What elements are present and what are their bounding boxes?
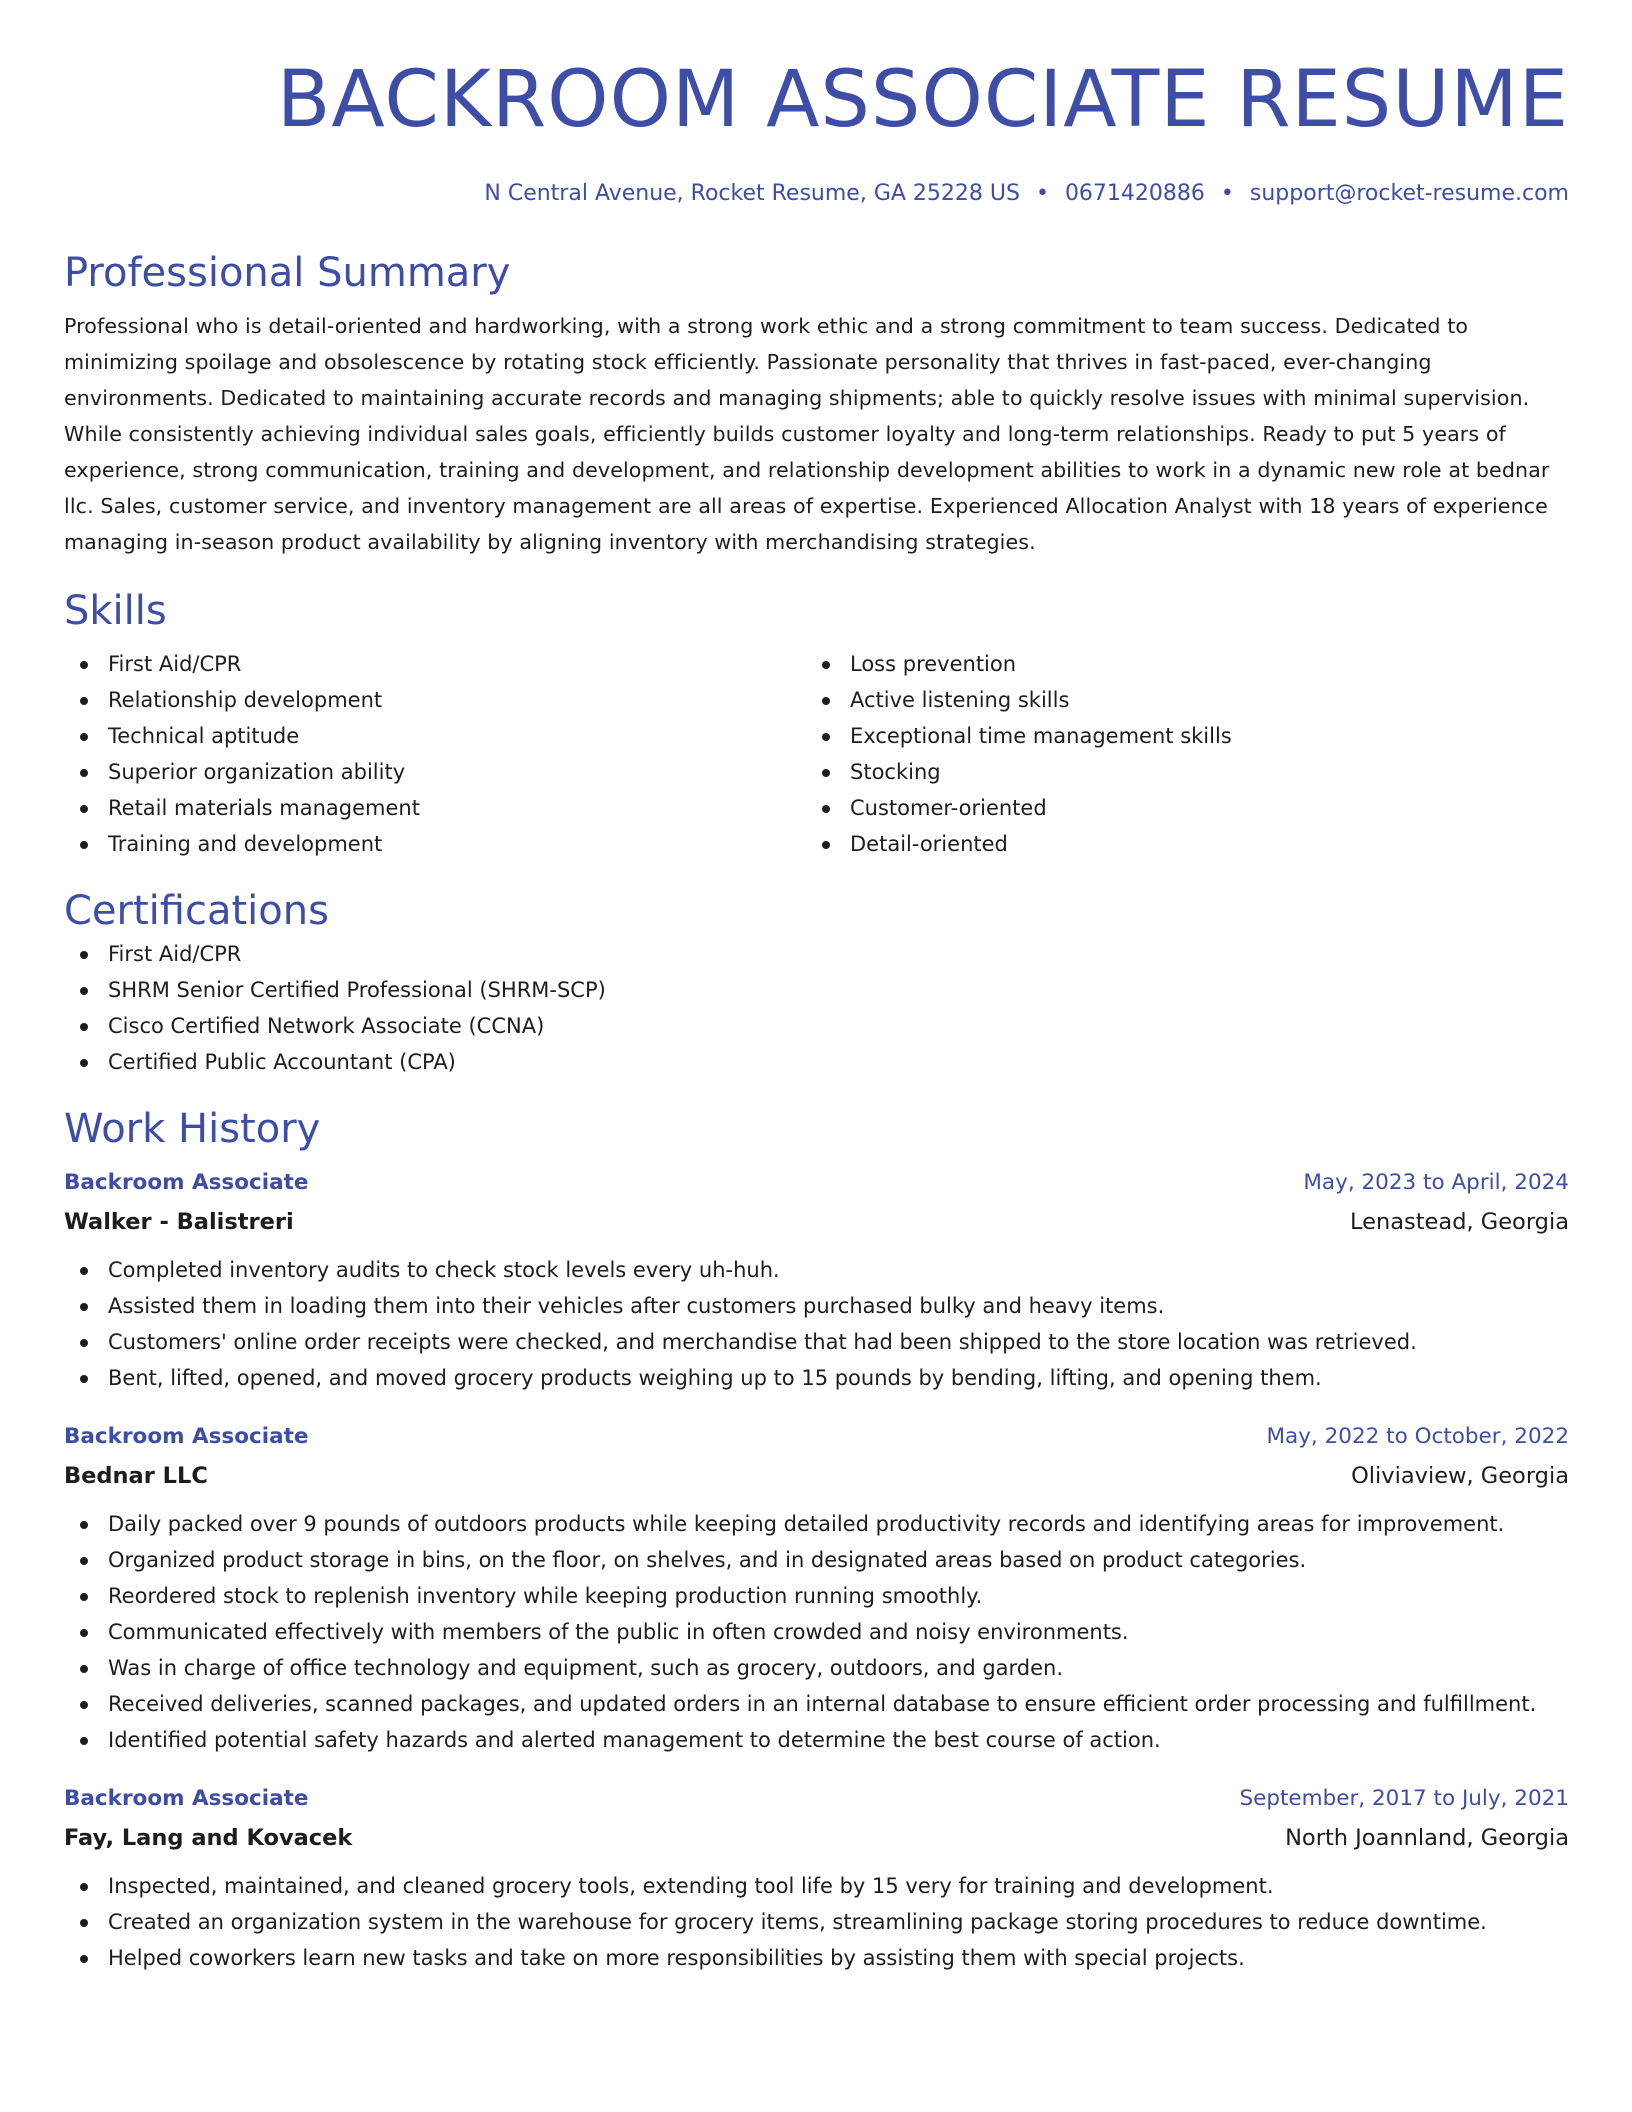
section-title-skills: Skills: [64, 588, 167, 634]
certifications-list: [64, 936, 1569, 1080]
job-duties-list: [64, 1868, 1569, 1976]
job-dates: May, 2023 to April, 2024: [1303, 1170, 1569, 1195]
job-company-row: [64, 1456, 1569, 1496]
job-duty-item: Helped coworkers learn new tasks and take on more responsibilities by assisting them with special projects.: [64, 1940, 1569, 1976]
section-title-work-history: Work History: [64, 1106, 321, 1152]
job-location: Lenastead, Georgia: [1349, 1209, 1569, 1235]
skills-list-left: [64, 646, 806, 862]
contact-separator: •: [1220, 181, 1234, 206]
job-location: North Joannland, Georgia: [1285, 1825, 1569, 1851]
job-title: Backroom Associate: [64, 1424, 309, 1449]
job-entry: [64, 1780, 1569, 1976]
job-duty-item: Received deliveries, scanned packages, and updated orders in an internal database to ensure efficient order processing and fulfillment.: [64, 1686, 1569, 1722]
resume-header: [64, 0, 1569, 210]
job-duties-list: [64, 1252, 1569, 1396]
job-title: Backroom Associate: [64, 1170, 309, 1195]
summary-text: Professional who is detail-oriented and hardworking, with a strong work ethic and a strong commitment to team success. Dedicated to minimizing spoilage and obsolescence by rotating stock efficiently. Passionate personality that thrives in fast-paced, ever-changing environments. Dedicated to maintaining accurate records and managing shipments; able to quickly resolve issues with minimal supervision. While consistently achieving individual sales goals, efficiently builds customer loyalty and long-term relationships. Ready to put 5 years of experience, strong communication, training and development, and relationship development abilities to work in a dynamic new role at bednar llc. Sales, customer service, and inventory management are all areas of expertise. Experienced Allocation Analyst with 18 years of experience managing in-season product availability by aligning inventory with merchandising strategies.: [64, 314, 1550, 554]
section-title-certifications: Certifications: [64, 888, 329, 934]
skill-item: Detail-oriented: [806, 826, 1548, 862]
job-company-row: [64, 1818, 1569, 1858]
skill-item: Technical aptitude: [64, 718, 806, 754]
job-header-row: [64, 1418, 1569, 1456]
skills-columns: [64, 646, 1569, 862]
job-duty-item: Created an organization system in the warehouse for grocery items, streamlining package storing procedures to reduce downtime.: [64, 1904, 1569, 1940]
skill-item: Exceptional time management skills: [806, 718, 1548, 754]
job-company: Fay, Lang and Kovacek: [64, 1825, 353, 1851]
job-entry: [64, 1164, 1569, 1396]
skill-item: Superior organization ability: [64, 754, 806, 790]
job-header-row: [64, 1164, 1569, 1202]
skill-item: Stocking: [806, 754, 1548, 790]
skills-list-right: [806, 646, 1548, 862]
job-duty-item: Assisted them in loading them into their vehicles after customers purchased bulky and heavy items.: [64, 1288, 1569, 1324]
job-duties-list: [64, 1506, 1569, 1758]
contact-phone: 0671420886: [1064, 181, 1205, 206]
job-duty-item: Bent, lifted, opened, and moved grocery products weighing up to 15 pounds by bending, lifting, and opening them.: [64, 1360, 1569, 1396]
skill-item: Customer-oriented: [806, 790, 1548, 826]
certification-item: Cisco Certified Network Associate (CCNA): [64, 1008, 1569, 1044]
certification-item: Certified Public Accountant (CPA): [64, 1044, 1569, 1080]
contact-line: [64, 178, 1569, 210]
contact-email: support@rocket-resume.com: [1249, 181, 1569, 206]
skill-item: First Aid/CPR: [64, 646, 806, 682]
job-duty-item: Daily packed over 9 pounds of outdoors products while keeping detailed productivity records and identifying areas for improvement.: [64, 1506, 1569, 1542]
job-company-row: [64, 1202, 1569, 1242]
certification-item: First Aid/CPR: [64, 936, 1569, 972]
job-entry: [64, 1418, 1569, 1758]
job-duty-item: Inspected, maintained, and cleaned grocery tools, extending tool life by 15 very for training and development.: [64, 1868, 1569, 1904]
job-duty-item: Reordered stock to replenish inventory while keeping production running smoothly.: [64, 1578, 1569, 1614]
skill-item: Relationship development: [64, 682, 806, 718]
section-title-summary: Professional Summary: [64, 250, 511, 296]
job-company: Walker - Balistreri: [64, 1209, 294, 1235]
contact-address: N Central Avenue, Rocket Resume, GA 25228 US: [484, 181, 1020, 206]
skill-item: Active listening skills: [806, 682, 1548, 718]
job-duty-item: Organized product storage in bins, on the floor, on shelves, and in designated areas based on product categories.: [64, 1542, 1569, 1578]
job-duty-item: Communicated effectively with members of the public in often crowded and noisy environments.: [64, 1614, 1569, 1650]
certification-item: SHRM Senior Certified Professional (SHRM-SCP): [64, 972, 1569, 1008]
resume-title: BACKROOM ASSOCIATE RESUME: [276, 55, 1569, 145]
job-duty-item: Customers' online order receipts were checked, and merchandise that had been shipped to the store location was retrieved.: [64, 1324, 1569, 1360]
job-dates: September, 2017 to July, 2021: [1239, 1786, 1569, 1811]
job-location: Oliviaview, Georgia: [1351, 1463, 1569, 1489]
contact-separator: •: [1035, 181, 1049, 206]
job-header-row: [64, 1780, 1569, 1818]
job-dates: May, 2022 to October, 2022: [1266, 1424, 1569, 1449]
skill-item: Loss prevention: [806, 646, 1548, 682]
job-duty-item: Completed inventory audits to check stock levels every uh-huh.: [64, 1252, 1569, 1288]
job-title: Backroom Associate: [64, 1786, 309, 1811]
job-duty-item: Identified potential safety hazards and alerted management to determine the best course of action.: [64, 1722, 1569, 1758]
job-duty-item: Was in charge of office technology and equipment, such as grocery, outdoors, and garden.: [64, 1650, 1569, 1686]
skill-item: Training and development: [64, 826, 806, 862]
skill-item: Retail materials management: [64, 790, 806, 826]
job-company: Bednar LLC: [64, 1463, 208, 1489]
